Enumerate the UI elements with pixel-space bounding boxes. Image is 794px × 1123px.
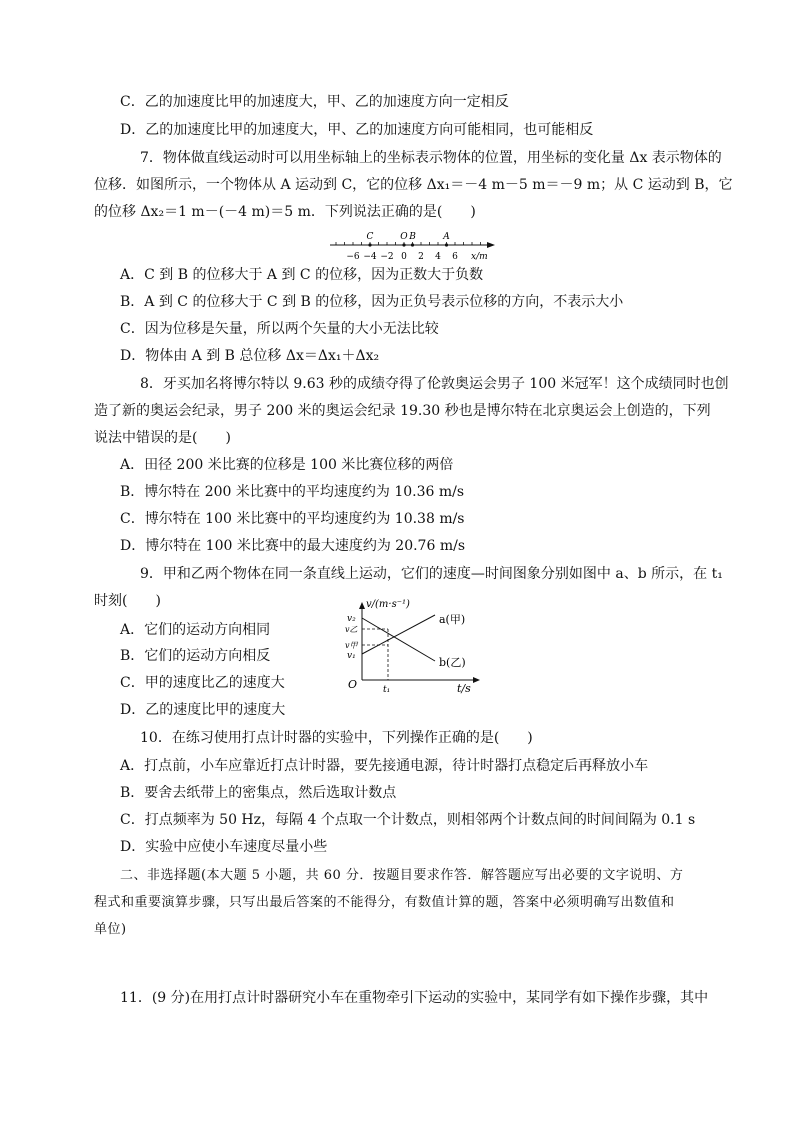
q8-stem-line1: 8．牙买加名将博尔特以 9.63 秒的成绩夺得了伦敦奥运会男子 100 米冠军！这个成绩同时也创: [140, 376, 729, 392]
vt-label-v2: v₂: [347, 614, 356, 624]
number-line-tick-label: −4: [363, 252, 377, 262]
q7-stem-line3: 的位移 Δx₂＝1 m－(－4 m)＝5 m．下列说法正确的是( ): [94, 204, 476, 220]
section2-line2: 程式和重要演算步骤，只写出最后答案的不能得分，有数值计算的题，答案中必须明确写出数值和: [94, 895, 675, 910]
q7-option-b: B．A 到 C 的位移大于 C 到 B 的位移，因为正负号表示位移的方向，不表示大小: [120, 294, 624, 310]
q9-option-d: D．乙的速度比甲的速度大: [120, 702, 286, 718]
number-line-figure: [325, 229, 500, 263]
q10-option-a: A．打点前，小车应靠近打点计时器，要先接通电源，待计时器打点稳定后再释放小车: [120, 758, 649, 774]
number-line-tick-label: −2: [380, 252, 394, 262]
vt-line-b-label: b(乙): [439, 656, 466, 669]
number-line-point: [402, 243, 405, 246]
q9-stem-line1: 9．甲和乙两个物体在同一条直线上运动，它们的速度—时间图象分别如图中 a、b 所示，在 t₁: [140, 566, 723, 582]
q6-option-c: C．乙的加速度比甲的加速度大，甲、乙的加速度方向一定相反: [120, 94, 509, 110]
q11-stem: 11．(9 分)在用打点计时器研究小车在重物牵引下运动的实验中，某同学有如下操作步骤，其中: [120, 990, 709, 1006]
number-line-point: [445, 243, 448, 246]
number-line-unit: x/m: [471, 252, 488, 262]
q7-stem-line1: 7．物体做直线运动时可以用坐标轴上的坐标表示物体的位置，用坐标的变化量 Δx 表示物体的: [140, 150, 722, 166]
number-line-tick-label: 6: [452, 252, 458, 262]
number-line-tick-labels: [346, 252, 458, 262]
vt-graph-figure: [335, 598, 485, 698]
vt-xlabel: t/s: [457, 682, 471, 695]
number-line-tick-label: 4: [435, 252, 441, 262]
q7-stem-line2: 位移．如图所示，一个物体从 A 运动到 C，它的位移 Δx₁＝－4 m－5 m＝－9 m；从 C 运动到 B，它: [94, 177, 733, 193]
q8-stem-line2: 造了新的奥运会纪录，男子 200 米的奥运会纪录 19.30 秒也是博尔特在北京奥运会上创造的，下列: [94, 403, 711, 419]
section2-line1: 二、非选择题(本大题 5 小题，共 60 分．按题目要求作答．解答题应写出必要的文字说明、方: [120, 868, 684, 883]
number-line-point-label: C: [366, 232, 374, 242]
q10-option-c: C．打点频率为 50 Hz，每隔 4 个点取一个计数点，则相邻两个计数点间的时间间隔为 0.1 s: [120, 812, 696, 828]
number-line-arrow: [487, 242, 495, 248]
q10-option-b: B．要舍去纸带上的密集点，然后选取计数点: [120, 785, 397, 801]
q9-stem-line2: 时刻( ): [94, 593, 161, 609]
q10-stem: 10．在练习使用打点计时器的实验中，下列操作正确的是( ): [140, 730, 533, 746]
vt-x-arrow: [473, 677, 480, 683]
q9-option-b: B．它们的运动方向相反: [120, 648, 271, 664]
q9-option-a: A．它们的运动方向相同: [120, 622, 271, 638]
number-line-point: [368, 243, 371, 246]
q7-option-a: A．C 到 B 的位移大于 A 到 C 的位移，因为正数大于负数: [120, 267, 484, 283]
q10-option-d: D．实验中应使小车速度尽量小些: [120, 839, 328, 855]
q8-option-b: B．博尔特在 200 米比赛中的平均速度约为 10.36 m/s: [120, 484, 465, 500]
vt-ylabel: v/(m·s⁻¹): [366, 599, 410, 610]
vt-label-vA: v甲: [345, 641, 358, 650]
q6-option-d: D．乙的加速度比甲的加速度大，甲、乙的加速度方向可能相同，也可能相反: [120, 122, 594, 138]
number-line-point-label: O: [400, 232, 408, 242]
vt-label-v1: v₁: [347, 651, 356, 661]
q7-option-d: D．物体由 A 到 B 总位移 Δx＝Δx₁＋Δx₂: [120, 348, 380, 364]
section2-line3: 单位): [94, 922, 127, 937]
q9-option-c: C．甲的速度比乙的速度大: [120, 675, 285, 691]
number-line-point: [411, 243, 414, 246]
number-line-point-label: B: [409, 232, 416, 242]
number-line-tick-label: −6: [346, 252, 360, 262]
q7-option-c: C．因为位移是矢量，所以两个矢量的大小无法比较: [120, 321, 439, 337]
number-line-tick-label: 2: [418, 252, 424, 262]
vt-origin: O: [348, 678, 358, 691]
number-line-point-label: A: [443, 232, 450, 242]
vt-line-a: [362, 615, 435, 654]
vt-line-a-label: a(甲): [439, 613, 466, 626]
q8-option-d: D．博尔特在 100 米比赛中的最大速度约为 20.76 m/s: [120, 538, 466, 554]
vt-label-vB: v乙: [345, 625, 358, 634]
vt-line-b: [362, 618, 435, 661]
q8-option-c: C．博尔特在 100 米比赛中的平均速度约为 10.38 m/s: [120, 511, 465, 527]
vt-label-t1: t₁: [383, 685, 391, 695]
q8-stem-line3: 说法中错误的是( ): [94, 430, 231, 446]
vt-y-arrow: [359, 602, 365, 609]
number-line-tick-label: 0: [401, 252, 407, 262]
q8-option-a: A．田径 200 米比赛的位移是 100 米比赛位移的两倍: [120, 457, 454, 473]
